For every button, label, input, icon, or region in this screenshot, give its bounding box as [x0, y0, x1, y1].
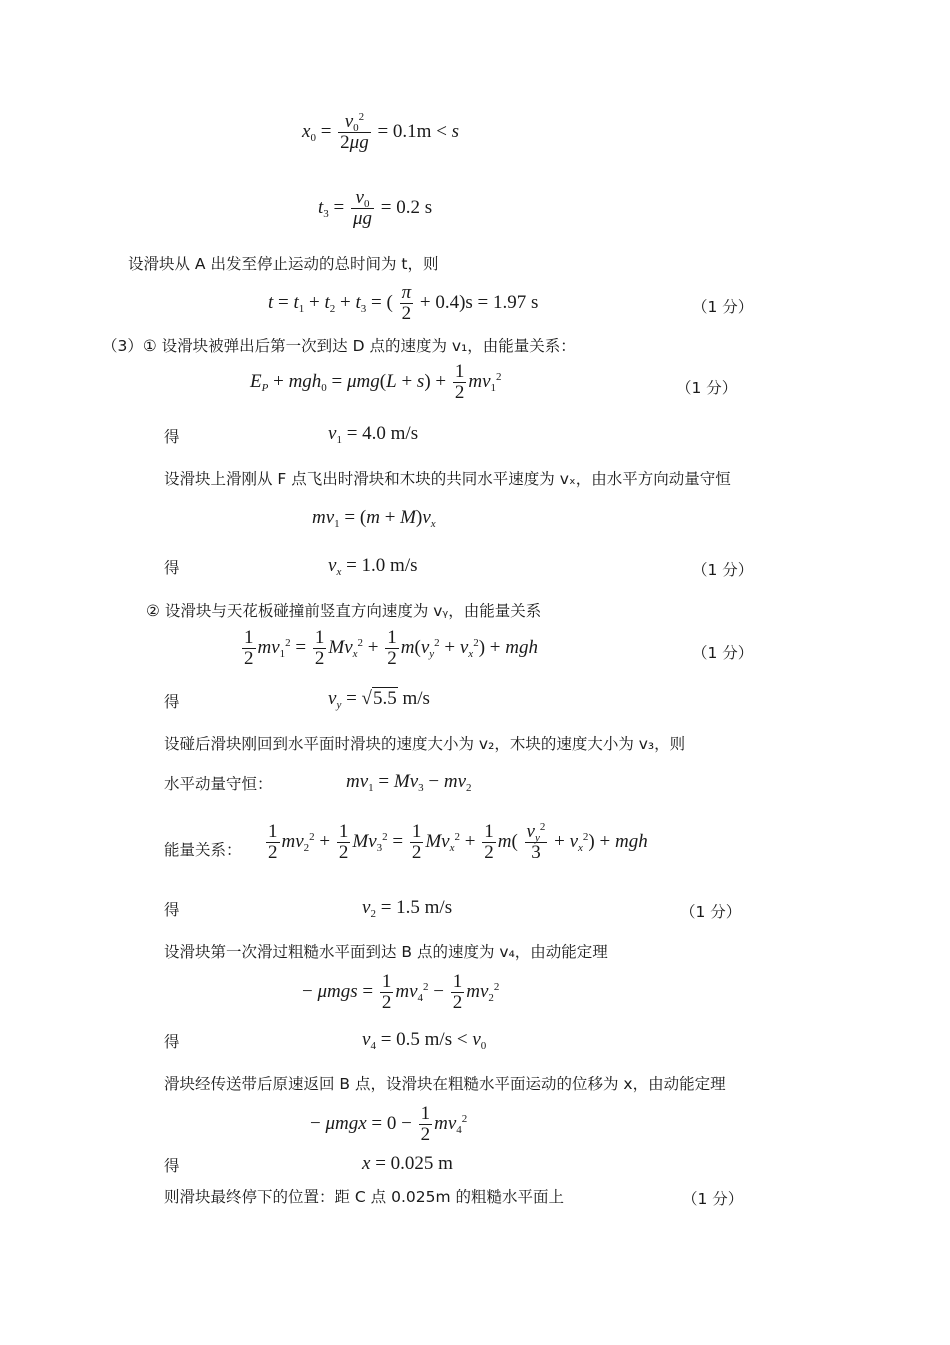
- text-momentum-intro: 设滑块上滑刚从 F 点飞出时滑块和木块的共同水平速度为 vₓ，由水平方向动量守恒: [164, 470, 731, 488]
- equation-v4: $v_4 = 0.5$ $m/s < v_0$: [362, 1029, 487, 1052]
- equation-v2: $v_2 = 1.5$ m/s: [362, 897, 453, 920]
- equation-work-energy-x: − μmgx = 0 − $\frac{1}{2}$ $mv_4^2$: [310, 1103, 468, 1145]
- equation-x: x = 0.025 m: [362, 1153, 453, 1174]
- score-mark: （1 分）: [692, 298, 754, 316]
- score-mark: （1 分）: [680, 903, 742, 921]
- equation-vy: $v_y = √5.5$ m/s: [328, 688, 430, 711]
- equation-t-total: $t = t_1 + t_2 + t_3$ = ( $\frac{\pi}{2}$ + 0.4)s = 1.97 s: [268, 282, 539, 324]
- label-energy: 能量关系：: [164, 841, 242, 859]
- label-de: 得: [164, 1033, 180, 1051]
- label-horizontal-momentum: 水平动量守恒：: [164, 775, 273, 793]
- label-de: 得: [164, 428, 180, 446]
- text-conveyor-return: 滑块经传送带后原速返回 B 点，设滑块在粗糙水平面运动的位移为 x，由动能定理: [164, 1075, 726, 1093]
- text-part3-step1: （3）① 设滑块被弹出后第一次到达 D 点的速度为 v₁，由能量关系：: [102, 337, 576, 355]
- label-de: 得: [164, 693, 180, 711]
- equation-vx: $v_x = 1.0$ m/s: [328, 555, 418, 578]
- label-de: 得: [164, 901, 180, 919]
- equation-energy-d: $E_P + mgh_0 = \mu mg(L + s)$ + $\frac{1}{2}$ $mv_1^2$: [250, 361, 502, 403]
- equation-horizontal-momentum: $mv_1 = Mv_3 - mv_2$: [346, 771, 472, 794]
- text-first-pass: 设滑块第一次滑过粗糙水平面到达 B 点的速度为 v₄，由动能定理: [164, 943, 608, 961]
- equation-energy-after: $\frac{1}{2}$ $mv_2^2$ + $\frac{1}{2}$ $Mv_3^2$ = $\frac{1}{2}$ $Mv_x^2$ + $\frac{1}{2}$ m( $\frac{v_y^2}{3}$ + $v_x^2$) + mgh: [268, 821, 648, 863]
- text-total-time-intro: 设滑块从 A 出发至停止运动的总时间为 t，则: [128, 255, 439, 273]
- equation-x0: $x_0$ = $\frac{v_0^2}{2\mu g}$ = 0.1m < s: [302, 111, 460, 153]
- equation-work-energy-b: − μmgs = $\frac{1}{2}$ $mv_4^2$ − $\frac{1}{2}$ $mv_2^2$: [302, 971, 500, 1013]
- equation-t3: $t_3$ = $\frac{v_0}{\mu g}$ = 0.2 s: [318, 187, 433, 229]
- label-de: 得: [164, 559, 180, 577]
- equation-momentum: $mv_1 = (m + M)v_x$: [312, 507, 436, 530]
- score-mark: （1 分）: [682, 1190, 744, 1208]
- text-step2: ② 设滑块与天花板碰撞前竖直方向速度为 vᵧ，由能量关系: [146, 602, 542, 620]
- text-after-collision: 设碰后滑块刚回到水平面时滑块的速度大小为 v₂，木块的速度大小为 v₃，则: [164, 735, 686, 753]
- score-mark: （1 分）: [692, 644, 754, 662]
- label-de: 得: [164, 1157, 180, 1175]
- text-final-position: 则滑块最终停下的位置：距 C 点 0.025m 的粗糙水平面上: [164, 1188, 565, 1206]
- equation-energy-top: $\frac{1}{2}$ $mv_1^2$ = $\frac{1}{2}$ $Mv_x^2$ + $\frac{1}{2}$ $m(v_y^2 + v_x^2)$ + mgh: [244, 627, 538, 669]
- score-mark: （1 分）: [692, 561, 754, 579]
- score-mark: （1 分）: [676, 379, 738, 397]
- equation-v1: $v_1 = 4.0$ m/s: [328, 423, 419, 446]
